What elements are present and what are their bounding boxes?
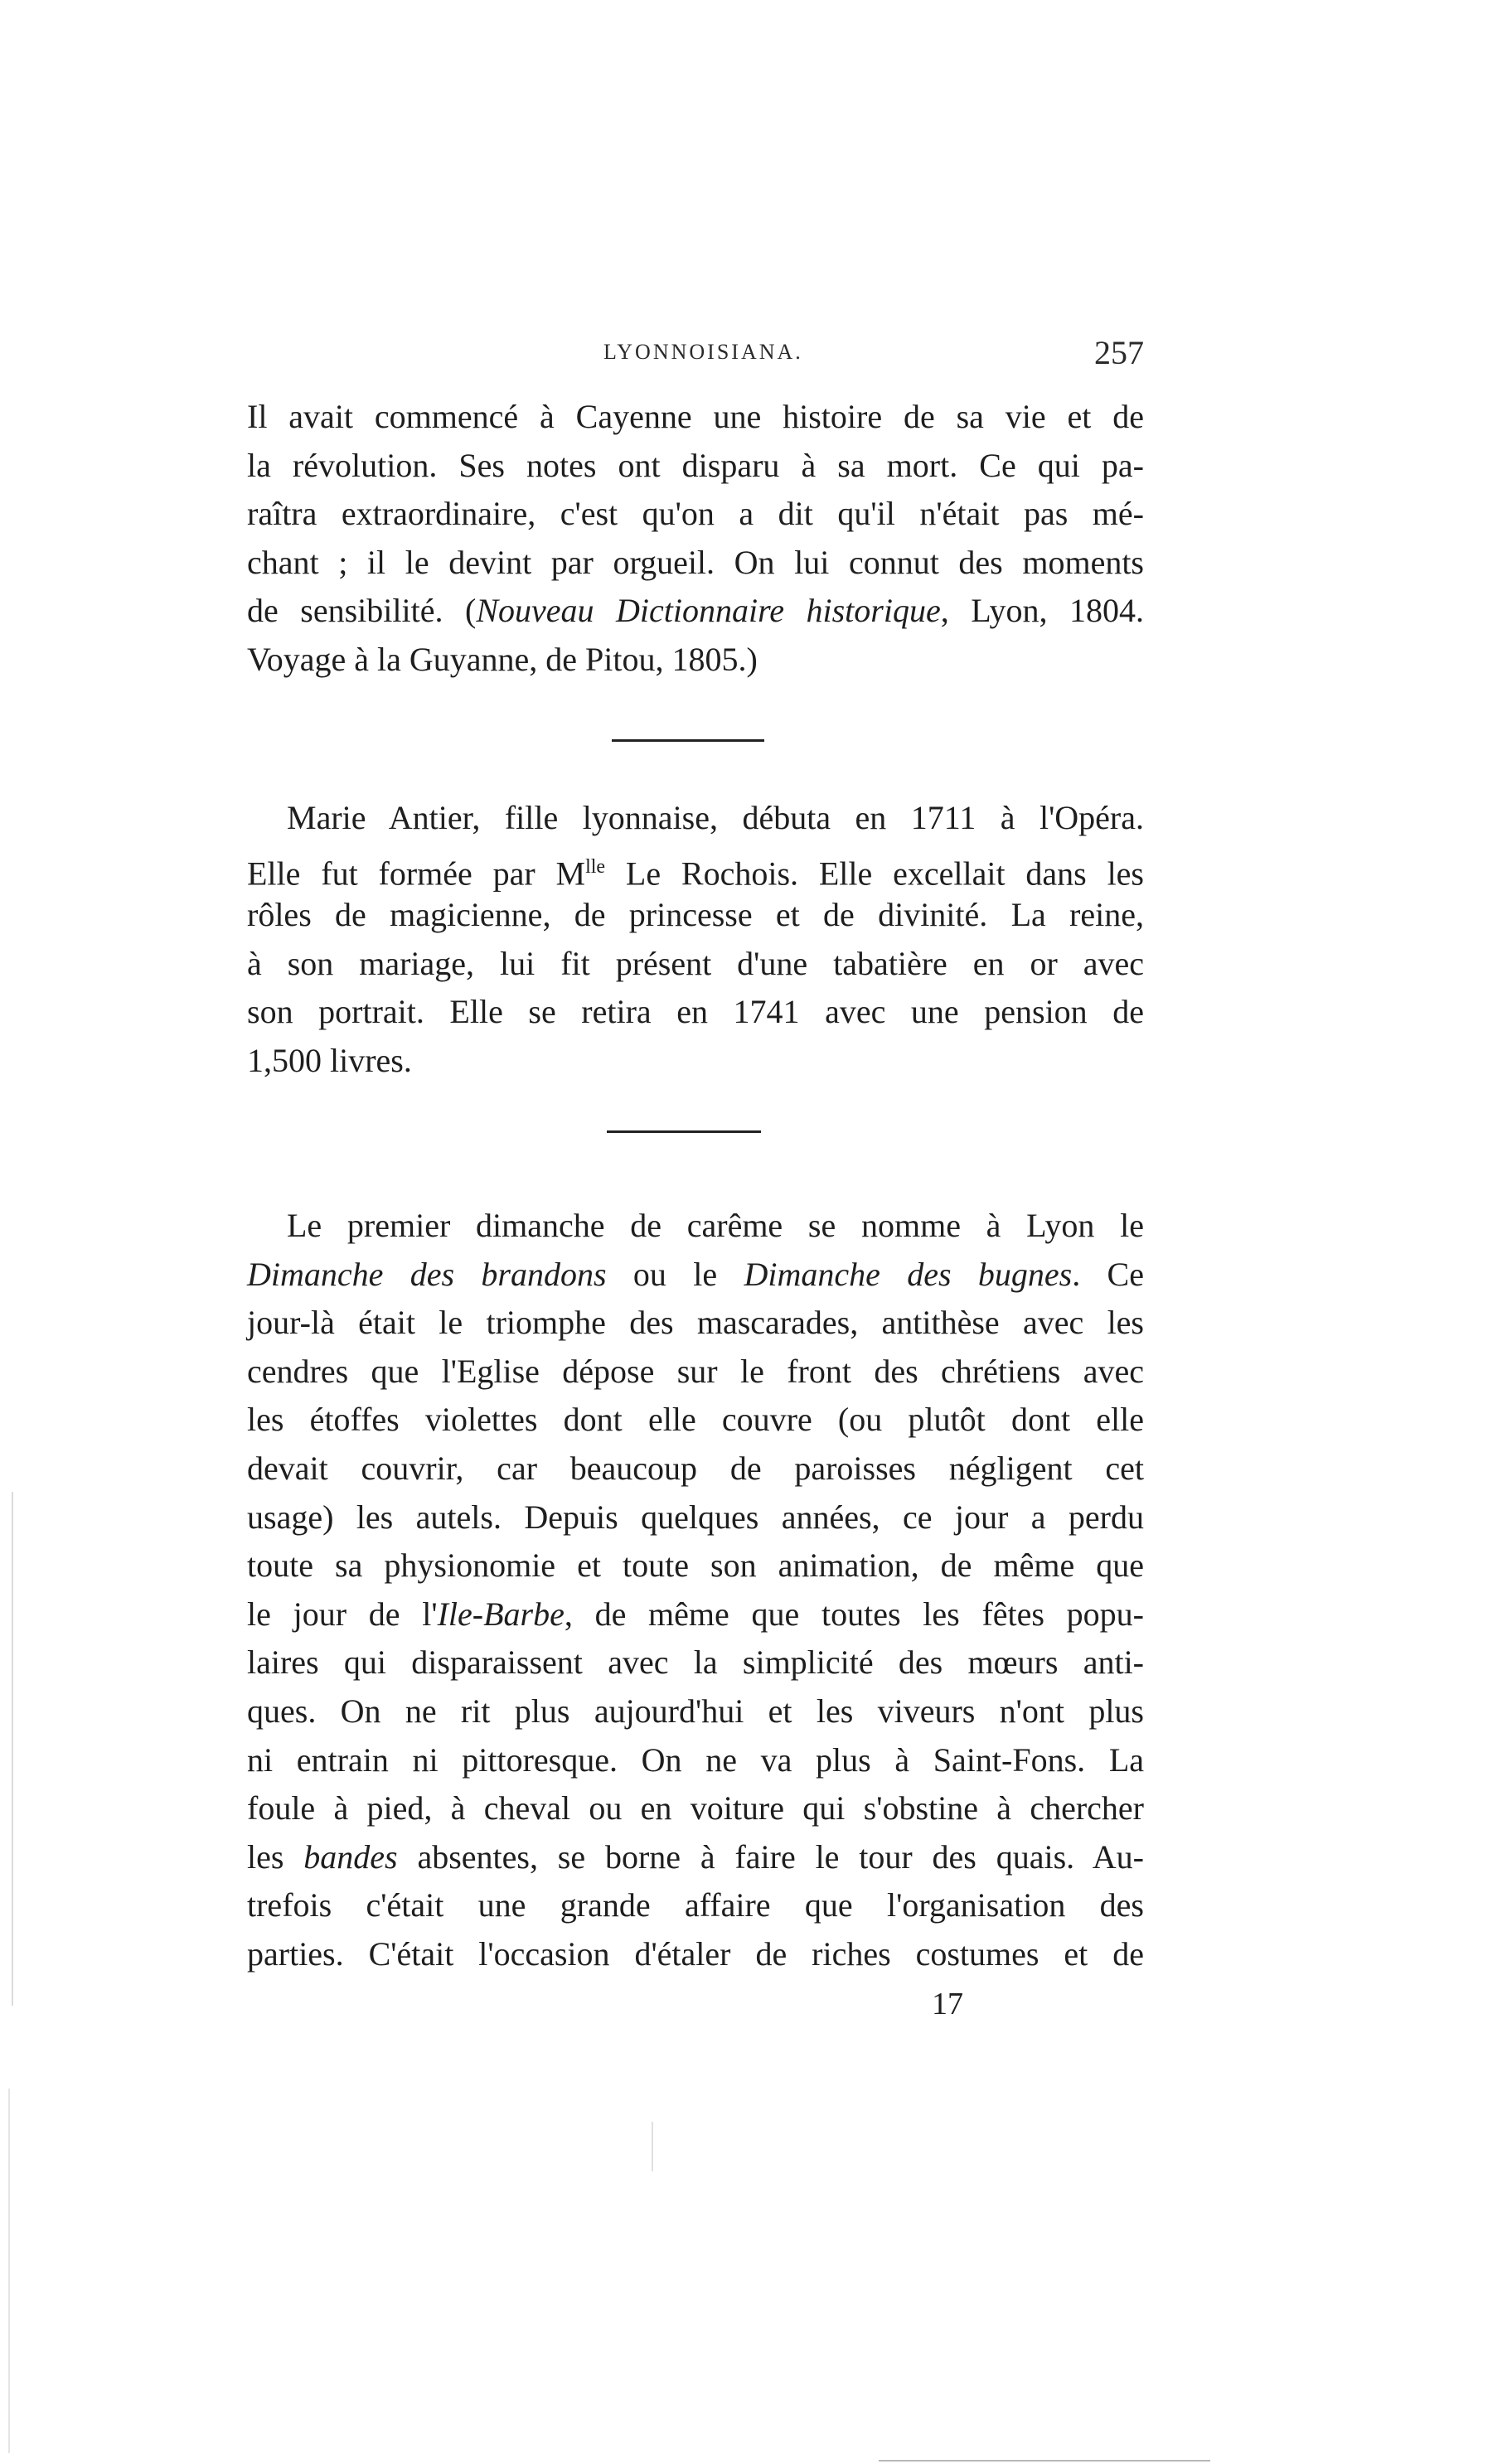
text-line: usage) les autels. Depuis quelques années, ce jour a perdu [247,1498,1144,1536]
text-line [247,843,1144,892]
superscript: lle [585,855,606,878]
text-run: de sensibilité. ( [247,592,477,630]
text-line: 1,500 livres. [247,1041,412,1079]
paragraph-3 [247,1202,1144,1979]
running-head: LYONNOISIANA. [603,340,803,364]
text-line: les étoffes violettes dont elle couvre (ou plutôt dont elle [247,1401,1144,1439]
text-line: la révolution. Ses notes ont disparu à sa mort. Ce qui pa- [247,446,1144,484]
signature-mark: 17 [932,1987,963,2021]
text-run: le jour de l' [247,1595,438,1633]
text-line: cendres que l'Eglise dépose sur le front des chrétiens avec [247,1352,1144,1390]
text-line: chant ; il le devint par orgueil. On lui connut des moments [247,543,1144,581]
text-line: rôles de magicienne, de princesse et de divinité. La reine, [247,896,1144,934]
text-run: Le Rochois. Elle excellait dans les [605,854,1145,892]
text-run: , Lyon, 1804. [940,592,1144,630]
text-line: Le premier dimanche de carême se nomme à Lyon le [287,1207,1144,1244]
text-line: ni entrain ni pittoresque. On ne va plus à Saint-Fons. La [247,1740,1144,1779]
text-run: ou le [606,1255,744,1293]
italic-term: Dimanche des brandons [247,1255,607,1293]
text-run: , de même que toutes les fêtes popu- [564,1595,1145,1633]
text-line: toute sa physionomie et toute son animation, de même que [247,1547,1144,1585]
text-line: Voyage à la Guyanne, de Pitou, 1805.) [247,640,758,678]
text-line [247,1590,1144,1639]
paragraph-2 [247,794,1144,1086]
section-divider [607,1130,761,1133]
text-line [247,1833,1144,1882]
text-line: ques. On ne rit plus aujourd'hui et les viveurs n'ont plus [247,1692,1144,1730]
text-line: laires qui disparaissent avec la simplicité des mœurs anti- [247,1643,1144,1682]
section-divider [612,739,764,742]
text-line: jour-là était le triomphe des mascarades, antithèse avec les [247,1304,1144,1342]
scan-bottom-edge [879,2460,1210,2462]
text-line: foule à pied, à cheval ou en voiture qui s'obstine à chercher [247,1789,1144,1827]
page-header [247,333,1144,383]
text-line: devait couvrir, car beaucoup de paroisses négligent cet [247,1449,1144,1487]
text-line: son portrait. Elle se retira en 1741 avec une pension de [247,993,1144,1031]
text-run: les [247,1837,304,1876]
text-line: Il avait commencé à Cayenne une histoire de sa vie et de [247,398,1144,435]
page-number: 257 [1094,334,1144,371]
italic-term: bandes [303,1837,398,1876]
italic-term: Dimanche des bugnes [744,1255,1073,1293]
text-line: raîtra extraordinaire, c'est qu'on a dit qu'il n'était pas mé- [247,495,1144,533]
text-run: absentes, se borne à faire le tour des quais. Au- [397,1837,1144,1876]
scan-margin-mark [8,2089,10,2453]
italic-place-name: Ile-Barbe [437,1595,565,1633]
scan-center-mark [652,2122,653,2171]
text-line: trefois c'était une grande affaire que l'organisation des [247,1886,1144,1924]
text-line: parties. C'était l'occasion d'étaler de riches costumes et de [247,1934,1144,1973]
text-line: Marie Antier, fille lyonnaise, débuta en 1711 à l'Opéra. [287,799,1144,836]
text-line [247,1251,1144,1300]
text-run: . Ce [1072,1255,1144,1293]
text-run: Elle fut formée par M [247,854,586,892]
book-title-italic: Nouveau Dictionnaire historique [476,592,941,630]
scan-margin-mark [12,1492,13,2006]
paragraph-1 [247,393,1144,685]
text-line: à son mariage, lui fit présent d'une tabatière en or avec [247,944,1144,982]
text-line [247,587,1144,636]
